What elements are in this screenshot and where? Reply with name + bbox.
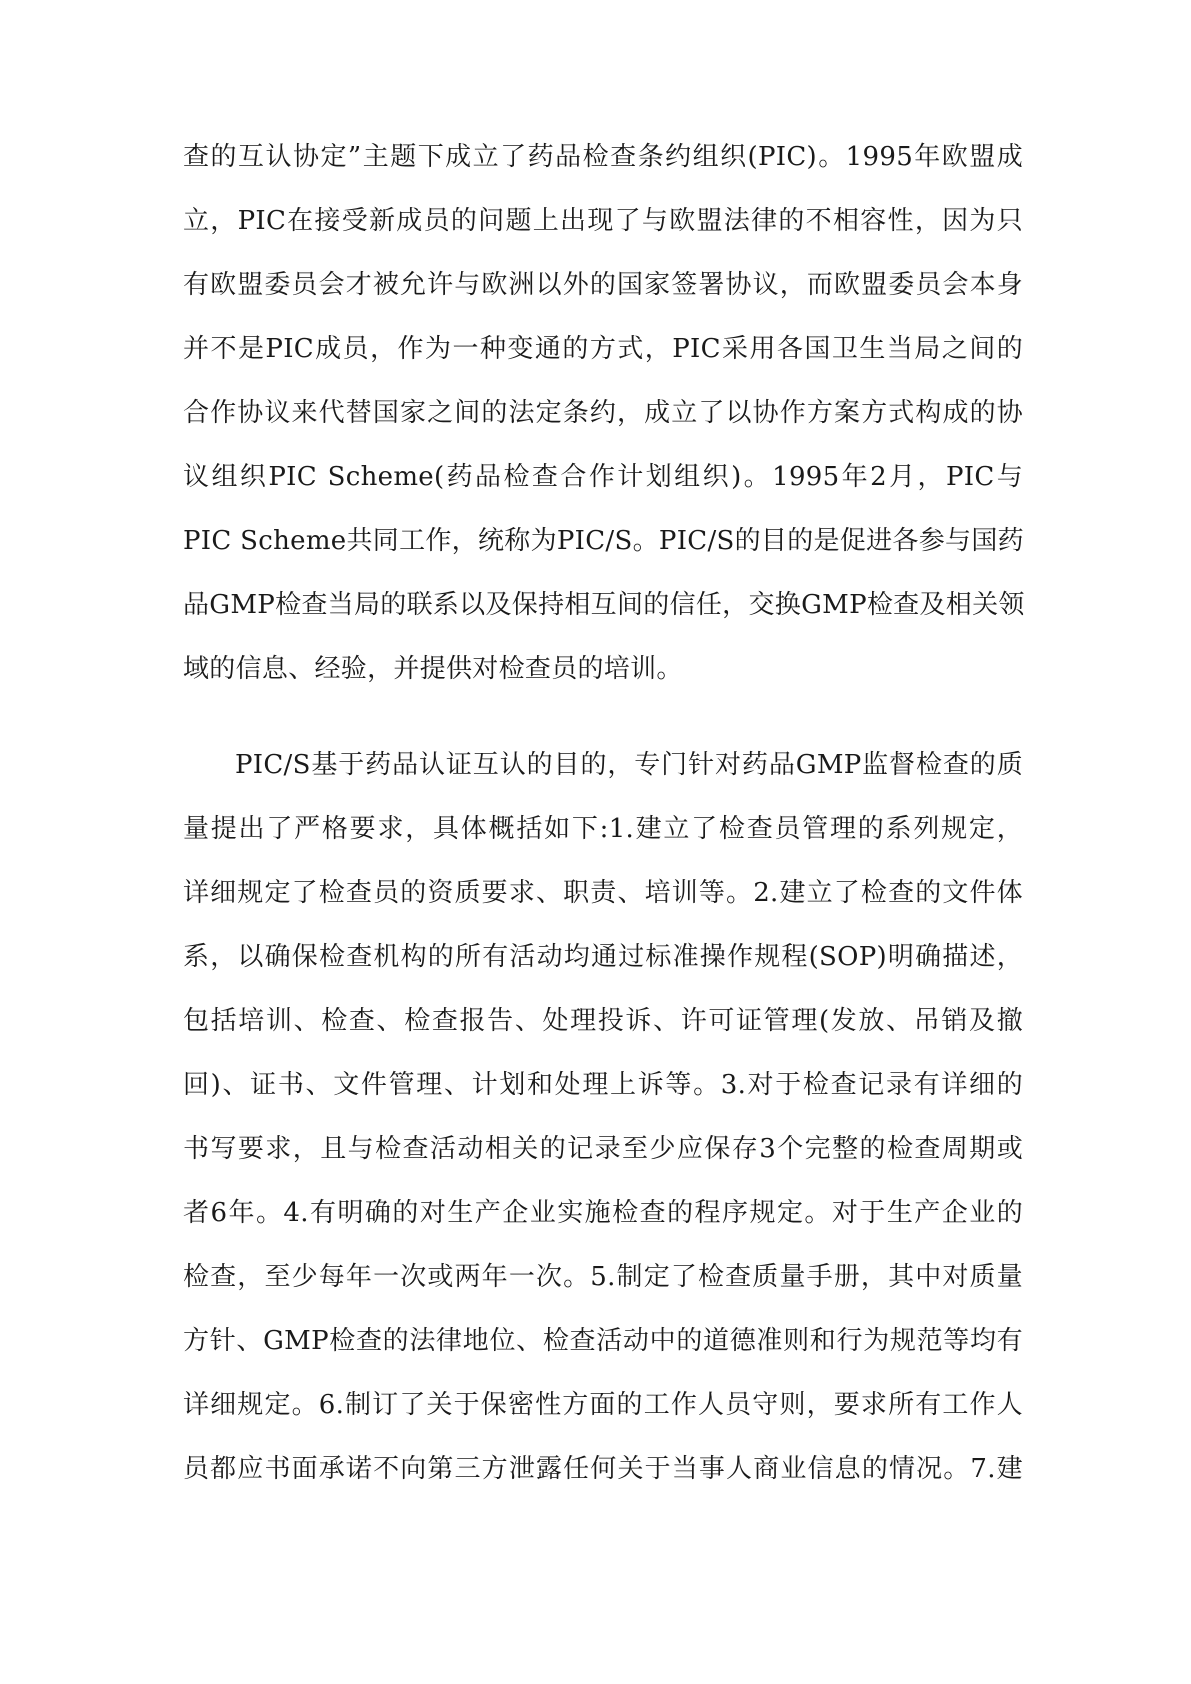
- paragraph-line: 并不是PIC成员，作为一种变通的方式，PIC采用各国卫生当局之间的: [183, 334, 1023, 364]
- paragraph-line: 合作协议来代替国家之间的法定条约，成立了以协作方案方式构成的协: [183, 398, 1023, 428]
- paragraph-line: 详细规定了检查员的资质要求、职责、培训等。2.建立了检查的文件体: [183, 878, 1023, 908]
- paragraph-line: 有欧盟委员会才被允许与欧洲以外的国家签署协议，而欧盟委员会本身: [183, 270, 1023, 300]
- paragraph-line: 包括培训、检查、检查报告、处理投诉、许可证管理(发放、吊销及撤: [183, 1006, 1023, 1036]
- paragraph-line: 系，以确保检查机构的所有活动均通过标准操作规程(SOP)明确描述，: [183, 942, 1023, 972]
- paragraph-line: 回)、证书、文件管理、计划和处理上诉等。3.对于检查记录有详细的: [183, 1070, 1023, 1100]
- paragraph-line: 查的互认协定”主题下成立了药品检查条约组织(PIC)。1995年欧盟成: [183, 142, 1023, 172]
- paragraph-line: 立，PIC在接受新成员的问题上出现了与欧盟法律的不相容性，因为只: [183, 206, 1023, 236]
- paragraph-line: 方针、GMP检查的法律地位、检查活动中的道德准则和行为规范等均有: [183, 1326, 1023, 1356]
- paragraph-line: PIC Scheme共同工作，统称为PIC/S。PIC/S的目的是促进各参与国药: [183, 526, 1024, 556]
- paragraph-line: 者6年。4.有明确的对生产企业实施检查的程序规定。对于生产企业的: [183, 1198, 1023, 1228]
- paragraph-line: PIC/S基于药品认证互认的目的，专门针对药品GMP监督检查的质: [235, 750, 1023, 780]
- paragraph-line: 详细规定。6.制订了关于保密性方面的工作人员守则，要求所有工作人: [183, 1390, 1023, 1420]
- paragraph-line: 域的信息、经验，并提供对检查员的培训。: [183, 654, 683, 684]
- paragraph-line: 议组织PIC Scheme(药品检查合作计划组织)。1995年2月，PIC与: [183, 462, 1023, 492]
- paragraph-line: 检查，至少每年一次或两年一次。5.制定了检查质量手册，其中对质量: [183, 1262, 1023, 1292]
- paragraph-line: 员都应书面承诺不向第三方泄露任何关于当事人商业信息的情况。7.建: [183, 1454, 1023, 1484]
- paragraph-line: 书写要求，且与检查活动相关的记录至少应保存3个完整的检查周期或: [183, 1134, 1023, 1164]
- paragraph-line: 量提出了严格要求，具体概括如下:1.建立了检查员管理的系列规定，: [183, 814, 1023, 844]
- paragraph-line: 品GMP检查当局的联系以及保持相互间的信任，交换GMP检查及相关领: [183, 590, 1025, 620]
